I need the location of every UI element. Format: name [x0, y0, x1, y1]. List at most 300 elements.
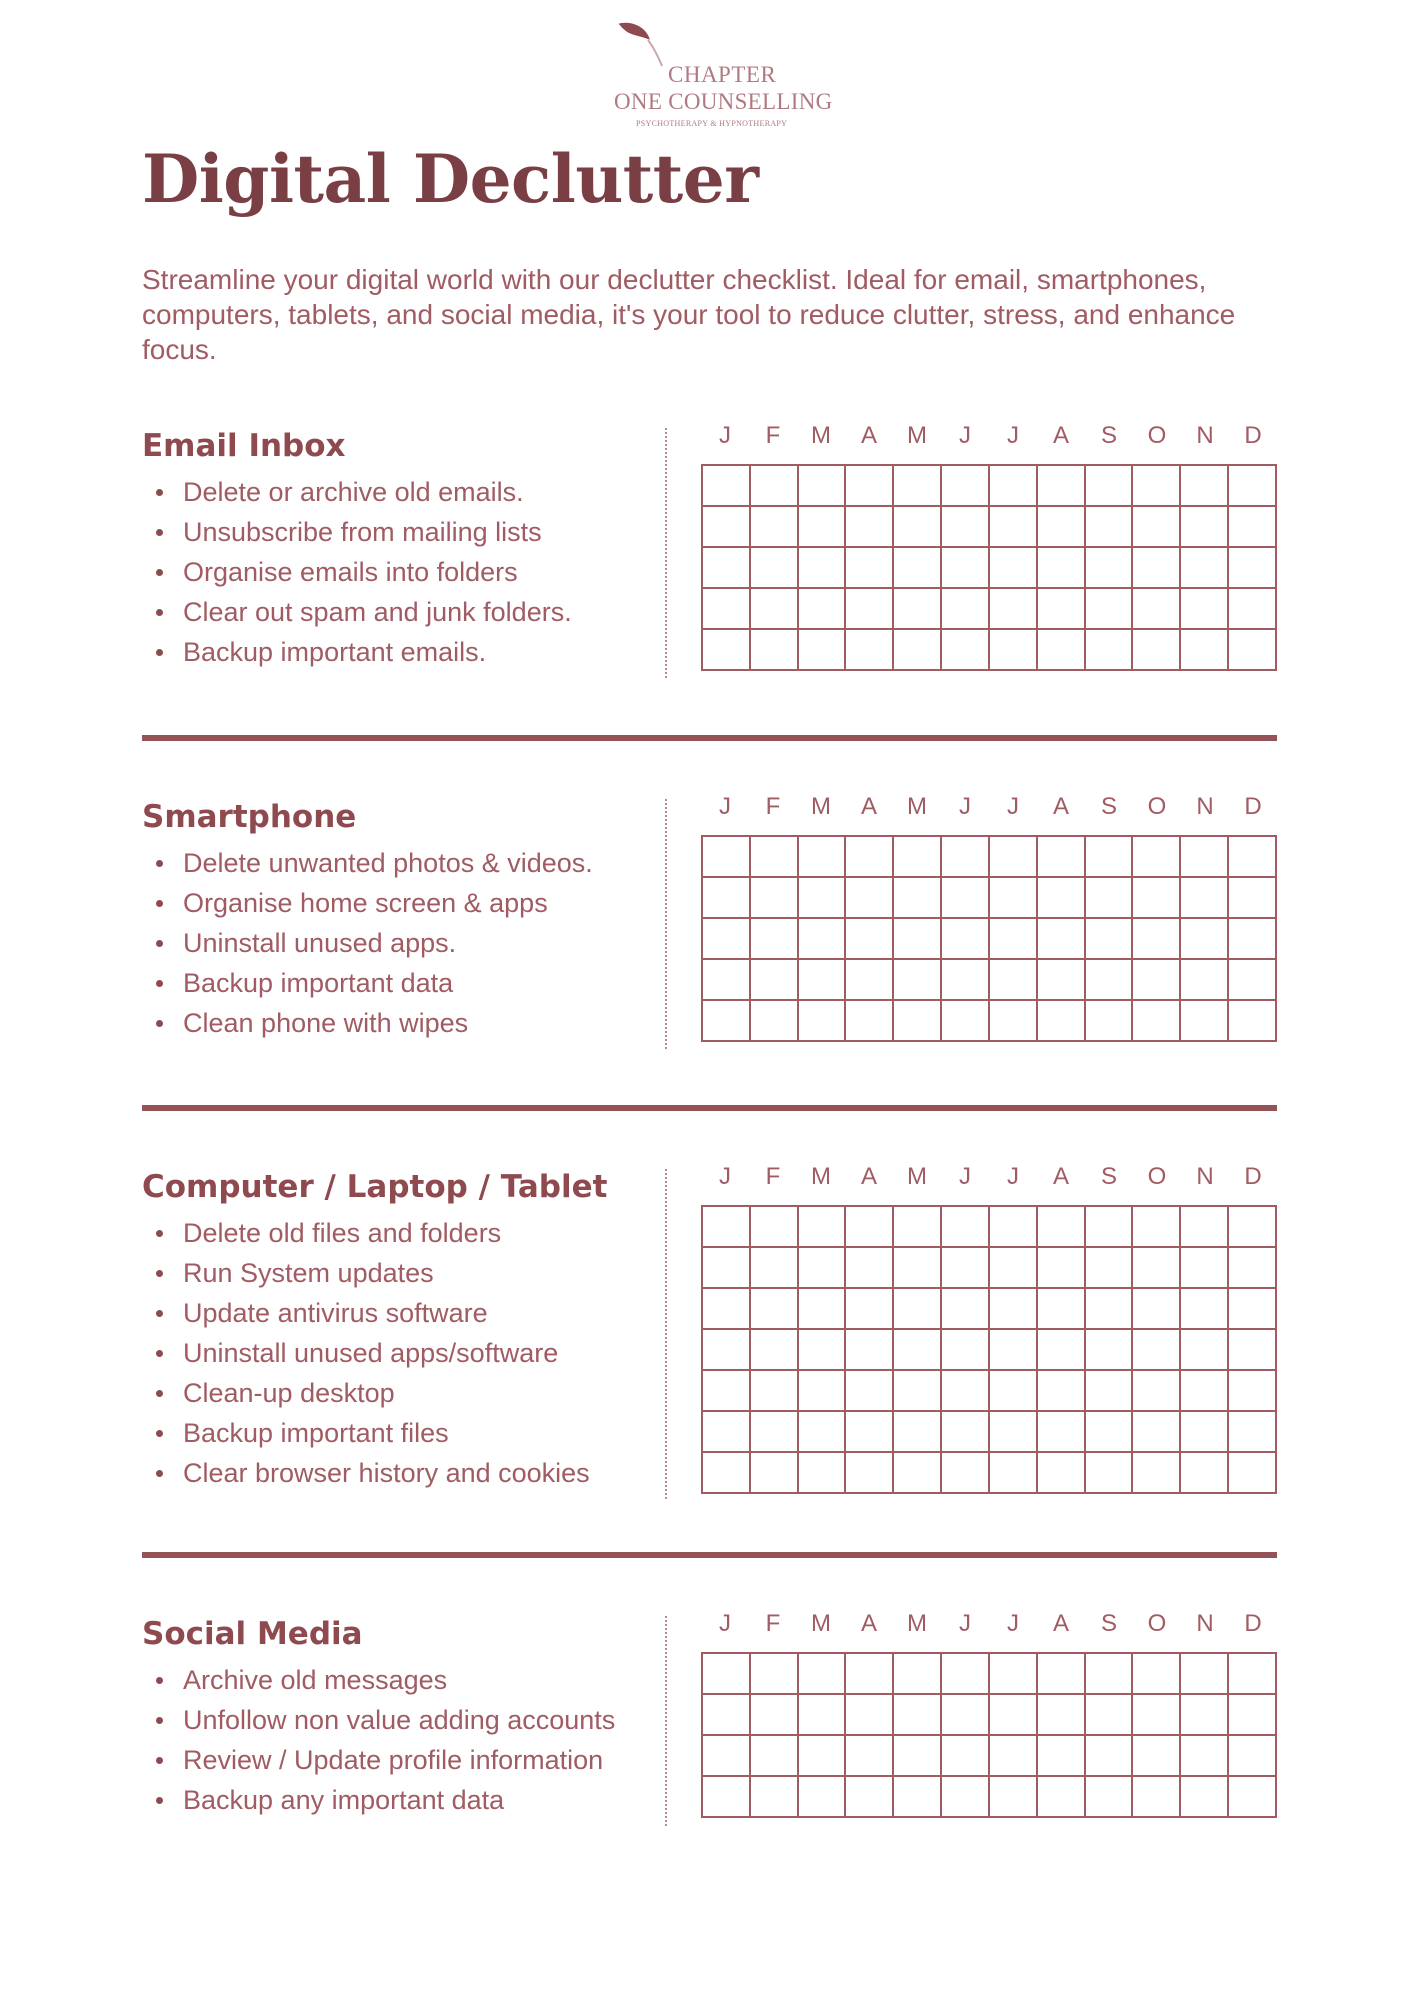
checkbox-cell[interactable] [750, 1288, 798, 1329]
checkbox-cell[interactable] [893, 1411, 941, 1452]
month-label: F [765, 1610, 781, 1637]
checkbox-cell[interactable] [750, 1000, 798, 1041]
grid-row [702, 1694, 1276, 1735]
checkbox-cell[interactable] [1228, 1735, 1276, 1776]
checkbox-cell[interactable] [989, 506, 1037, 547]
checkbox-cell[interactable] [750, 1735, 798, 1776]
checkbox-cell[interactable] [1037, 1411, 1085, 1452]
checkbox-cell[interactable] [1228, 959, 1276, 1000]
grid-row [702, 836, 1276, 877]
checkbox-cell[interactable] [1037, 1370, 1085, 1411]
checkbox-cell[interactable] [1085, 877, 1133, 918]
checkbox-cell[interactable] [1180, 1247, 1228, 1288]
checkbox-cell[interactable] [750, 1206, 798, 1247]
checkbox-cell[interactable] [1228, 1452, 1276, 1493]
checkbox-cell[interactable] [1228, 1000, 1276, 1041]
checkbox-cell[interactable] [989, 1776, 1037, 1817]
checkbox-cell[interactable] [1180, 836, 1228, 877]
month-label: A [860, 1610, 877, 1637]
checkbox-cell[interactable] [893, 1329, 941, 1370]
checkbox-cell[interactable] [750, 588, 798, 629]
checkbox-cell[interactable] [845, 918, 893, 959]
grid-row [702, 877, 1276, 918]
checkbox-cell[interactable] [941, 918, 989, 959]
checkbox-cell[interactable] [750, 877, 798, 918]
checkbox-cell[interactable] [798, 1776, 846, 1817]
checkbox-cell[interactable] [1132, 1247, 1180, 1288]
checkbox-cell[interactable] [1085, 1247, 1133, 1288]
checkbox-cell[interactable] [893, 588, 941, 629]
dotted-divider [665, 1616, 667, 1826]
checkbox-cell[interactable] [1037, 588, 1085, 629]
checkbox-cell[interactable] [1180, 918, 1228, 959]
checkbox-cell[interactable] [1037, 465, 1085, 506]
checkbox-cell[interactable] [1228, 1653, 1276, 1694]
checkbox-cell[interactable] [1228, 506, 1276, 547]
checkbox-cell[interactable] [893, 1247, 941, 1288]
month-label: M [811, 1163, 831, 1190]
checkbox-cell[interactable] [1085, 1329, 1133, 1370]
task-item: Clean phone with wipes [183, 1003, 703, 1043]
month-label: J [719, 1163, 731, 1190]
checkbox-cell[interactable] [1085, 1288, 1133, 1329]
grid-row [702, 1411, 1276, 1452]
checkbox-cell[interactable] [1037, 1653, 1085, 1694]
checkbox-cell[interactable] [702, 1452, 750, 1493]
checkbox-cell[interactable] [941, 547, 989, 588]
checkbox-cell[interactable] [702, 959, 750, 1000]
checkbox-cell[interactable] [1037, 506, 1085, 547]
checkbox-cell[interactable] [1132, 1329, 1180, 1370]
month-label: F [765, 793, 781, 820]
checkbox-cell[interactable] [1085, 1776, 1133, 1817]
checkbox-cell[interactable] [1228, 1247, 1276, 1288]
tracking-grid [701, 835, 1277, 1042]
checkbox-cell[interactable] [750, 1452, 798, 1493]
checkbox-cell[interactable] [941, 506, 989, 547]
checkbox-cell[interactable] [1037, 1288, 1085, 1329]
checkbox-cell[interactable] [1085, 1206, 1133, 1247]
checkbox-cell[interactable] [989, 1411, 1037, 1452]
month-label: J [959, 422, 971, 449]
checkbox-cell[interactable] [1180, 1735, 1228, 1776]
checkbox-cell[interactable] [941, 877, 989, 918]
checkbox-cell[interactable] [750, 1329, 798, 1370]
checkbox-cell[interactable] [702, 1653, 750, 1694]
month-label: F [765, 422, 781, 449]
checkbox-cell[interactable] [1228, 1776, 1276, 1817]
checkbox-cell[interactable] [1180, 1411, 1228, 1452]
task-item: Update antivirus software [183, 1293, 703, 1333]
checkbox-cell[interactable] [1228, 836, 1276, 877]
checkbox-cell[interactable] [1037, 1329, 1085, 1370]
checkbox-cell[interactable] [702, 1000, 750, 1041]
checkbox-cell[interactable] [941, 1370, 989, 1411]
checkbox-cell[interactable] [893, 1206, 941, 1247]
checkbox-cell[interactable] [1037, 836, 1085, 877]
checkbox-cell[interactable] [1085, 506, 1133, 547]
section-heading: Smartphone [142, 799, 357, 835]
checkbox-cell[interactable] [941, 1776, 989, 1817]
checkbox-cell[interactable] [893, 465, 941, 506]
month-label: A [1052, 1610, 1069, 1637]
checkbox-cell[interactable] [845, 959, 893, 1000]
checkbox-cell[interactable] [845, 547, 893, 588]
checkbox-cell[interactable] [1180, 465, 1228, 506]
checkbox-cell[interactable] [1228, 877, 1276, 918]
checkbox-cell[interactable] [750, 1694, 798, 1735]
checkbox-cell[interactable] [702, 836, 750, 877]
checkbox-cell[interactable] [1180, 547, 1228, 588]
checkbox-cell[interactable] [1180, 629, 1228, 670]
checkbox-cell[interactable] [941, 1247, 989, 1288]
checkbox-cell[interactable] [798, 1653, 846, 1694]
checkbox-cell[interactable] [1037, 959, 1085, 1000]
checkbox-cell[interactable] [845, 1000, 893, 1041]
checkbox-cell[interactable] [989, 959, 1037, 1000]
checkbox-cell[interactable] [989, 1000, 1037, 1041]
grid-row [702, 547, 1276, 588]
checkbox-cell[interactable] [893, 877, 941, 918]
grid-row [702, 629, 1276, 670]
checkbox-cell[interactable] [798, 1452, 846, 1493]
checkbox-cell[interactable] [798, 1370, 846, 1411]
checkbox-cell[interactable] [893, 918, 941, 959]
checkbox-cell[interactable] [941, 1329, 989, 1370]
checkbox-cell[interactable] [1132, 1411, 1180, 1452]
checkbox-cell[interactable] [941, 1411, 989, 1452]
checkbox-cell[interactable] [845, 1288, 893, 1329]
checkbox-cell[interactable] [750, 918, 798, 959]
checkbox-cell[interactable] [702, 918, 750, 959]
checkbox-cell[interactable] [941, 1000, 989, 1041]
task-item: Backup important data [183, 963, 703, 1003]
checkbox-cell[interactable] [798, 1288, 846, 1329]
checkbox-cell[interactable] [798, 588, 846, 629]
checkbox-cell[interactable] [1180, 588, 1228, 629]
checkbox-cell[interactable] [1085, 1735, 1133, 1776]
month-label: O [1147, 422, 1167, 449]
section-separator [142, 735, 1277, 741]
checkbox-cell[interactable] [1085, 959, 1133, 1000]
checkbox-cell[interactable] [1037, 877, 1085, 918]
checkbox-cell[interactable] [1085, 547, 1133, 588]
checkbox-cell[interactable] [1132, 629, 1180, 670]
checkbox-cell[interactable] [941, 465, 989, 506]
checkbox-cell[interactable] [798, 1247, 846, 1288]
checkbox-cell[interactable] [1180, 1776, 1228, 1817]
checkbox-cell[interactable] [845, 877, 893, 918]
month-label: A [1052, 422, 1069, 449]
checkbox-cell[interactable] [941, 1452, 989, 1493]
checkbox-cell[interactable] [1085, 465, 1133, 506]
checkbox-cell[interactable] [798, 959, 846, 1000]
checkbox-cell[interactable] [702, 1329, 750, 1370]
checkbox-cell[interactable] [893, 1735, 941, 1776]
checkbox-cell[interactable] [1085, 1653, 1133, 1694]
checkbox-cell[interactable] [893, 1370, 941, 1411]
checkbox-cell[interactable] [798, 1735, 846, 1776]
checkbox-cell[interactable] [798, 465, 846, 506]
month-label: O [1147, 1163, 1167, 1190]
checkbox-cell[interactable] [1228, 1288, 1276, 1329]
grid-row [702, 1288, 1276, 1329]
checkbox-cell[interactable] [1037, 1452, 1085, 1493]
checkbox-cell[interactable] [941, 1653, 989, 1694]
checkbox-cell[interactable] [1037, 1000, 1085, 1041]
checkbox-cell[interactable] [798, 836, 846, 877]
checkbox-cell[interactable] [989, 918, 1037, 959]
checkbox-cell[interactable] [750, 959, 798, 1000]
checkbox-cell[interactable] [989, 1653, 1037, 1694]
checkbox-cell[interactable] [989, 1247, 1037, 1288]
checkbox-cell[interactable] [1132, 1653, 1180, 1694]
checkbox-cell[interactable] [702, 1694, 750, 1735]
checkbox-cell[interactable] [845, 1653, 893, 1694]
checkbox-cell[interactable] [798, 506, 846, 547]
tracking-grid [701, 464, 1277, 671]
checkbox-cell[interactable] [798, 1000, 846, 1041]
checkbox-cell[interactable] [1180, 1694, 1228, 1735]
checkbox-cell[interactable] [1132, 959, 1180, 1000]
checkbox-cell[interactable] [845, 1206, 893, 1247]
checkbox-cell[interactable] [1085, 588, 1133, 629]
checkbox-cell[interactable] [989, 1288, 1037, 1329]
checkbox-cell[interactable] [1180, 1370, 1228, 1411]
checkbox-cell[interactable] [845, 506, 893, 547]
checkbox-cell[interactable] [1180, 1206, 1228, 1247]
month-label: J [959, 793, 971, 820]
checkbox-cell[interactable] [1132, 1000, 1180, 1041]
checkbox-cell[interactable] [893, 1776, 941, 1817]
checkbox-cell[interactable] [1132, 1694, 1180, 1735]
checkbox-cell[interactable] [750, 506, 798, 547]
checkbox-cell[interactable] [702, 465, 750, 506]
checkbox-cell[interactable] [702, 877, 750, 918]
section-2 [142, 1163, 1277, 1509]
checkbox-cell[interactable] [1132, 836, 1180, 877]
checkbox-cell[interactable] [1180, 877, 1228, 918]
task-item: Unsubscribe from mailing lists [183, 512, 703, 552]
checkbox-cell[interactable] [941, 1735, 989, 1776]
section-separator [142, 1105, 1277, 1111]
checkbox-cell[interactable] [989, 1206, 1037, 1247]
checkbox-cell[interactable] [893, 836, 941, 877]
checkbox-cell[interactable] [798, 1411, 846, 1452]
checkbox-cell[interactable] [750, 1411, 798, 1452]
grid-row [702, 1735, 1276, 1776]
checkbox-cell[interactable] [1228, 629, 1276, 670]
checkbox-cell[interactable] [1132, 918, 1180, 959]
checkbox-cell[interactable] [750, 629, 798, 670]
checkbox-cell[interactable] [750, 1653, 798, 1694]
checkbox-cell[interactable] [1228, 1411, 1276, 1452]
checkbox-cell[interactable] [702, 1206, 750, 1247]
checkbox-cell[interactable] [1180, 1452, 1228, 1493]
checkbox-cell[interactable] [1085, 1370, 1133, 1411]
checkbox-cell[interactable] [989, 877, 1037, 918]
checkbox-cell[interactable] [989, 588, 1037, 629]
grid-row [702, 959, 1276, 1000]
checkbox-cell[interactable] [798, 1206, 846, 1247]
checkbox-cell[interactable] [893, 1694, 941, 1735]
checkbox-cell[interactable] [750, 836, 798, 877]
month-label: O [1147, 1610, 1167, 1637]
checkbox-cell[interactable] [1228, 1206, 1276, 1247]
checkbox-cell[interactable] [1228, 918, 1276, 959]
checkbox-cell[interactable] [893, 1288, 941, 1329]
checkbox-cell[interactable] [941, 1206, 989, 1247]
checkbox-cell[interactable] [1132, 1206, 1180, 1247]
checkbox-cell[interactable] [702, 629, 750, 670]
checkbox-cell[interactable] [1132, 465, 1180, 506]
checkbox-cell[interactable] [1132, 547, 1180, 588]
checkbox-cell[interactable] [750, 1370, 798, 1411]
checkbox-cell[interactable] [1037, 1247, 1085, 1288]
section-1 [142, 793, 1277, 1059]
checkbox-cell[interactable] [1085, 629, 1133, 670]
checkbox-cell[interactable] [1037, 1776, 1085, 1817]
checkbox-cell[interactable] [1132, 588, 1180, 629]
checkbox-cell[interactable] [989, 1735, 1037, 1776]
checkbox-cell[interactable] [702, 506, 750, 547]
month-label: N [1196, 1610, 1214, 1637]
checkbox-cell[interactable] [989, 1370, 1037, 1411]
task-item: Clear browser history and cookies [183, 1453, 703, 1493]
checkbox-cell[interactable] [989, 547, 1037, 588]
checkbox-cell[interactable] [798, 1694, 846, 1735]
checkbox-cell[interactable] [989, 629, 1037, 670]
checkbox-cell[interactable] [750, 547, 798, 588]
checkbox-cell[interactable] [750, 465, 798, 506]
checkbox-cell[interactable] [845, 1329, 893, 1370]
checkbox-cell[interactable] [1132, 1370, 1180, 1411]
month-label: D [1244, 1163, 1262, 1190]
checkbox-cell[interactable] [941, 1694, 989, 1735]
checkbox-cell[interactable] [941, 836, 989, 877]
checkbox-cell[interactable] [1180, 1000, 1228, 1041]
checkbox-cell[interactable] [1037, 1694, 1085, 1735]
checkbox-cell[interactable] [702, 1776, 750, 1817]
checkbox-cell[interactable] [1228, 547, 1276, 588]
checkbox-cell[interactable] [702, 588, 750, 629]
task-list [142, 1660, 703, 1820]
checkbox-cell[interactable] [702, 1370, 750, 1411]
checkbox-cell[interactable] [1037, 629, 1085, 670]
checkbox-cell[interactable] [989, 465, 1037, 506]
brand-name-line1: CHAPTER [668, 62, 777, 87]
checkbox-cell[interactable] [1132, 1288, 1180, 1329]
checkbox-cell[interactable] [845, 836, 893, 877]
checkbox-cell[interactable] [798, 918, 846, 959]
month-label: F [765, 1163, 781, 1190]
checkbox-cell[interactable] [845, 1370, 893, 1411]
month-label: A [1052, 793, 1069, 820]
checkbox-cell[interactable] [750, 1247, 798, 1288]
checkbox-cell[interactable] [845, 629, 893, 670]
checkbox-cell[interactable] [750, 1776, 798, 1817]
checkbox-cell[interactable] [1228, 1329, 1276, 1370]
checkbox-cell[interactable] [798, 629, 846, 670]
checkbox-cell[interactable] [1132, 1776, 1180, 1817]
checkbox-cell[interactable] [1037, 1206, 1085, 1247]
checkbox-cell[interactable] [1132, 877, 1180, 918]
checkbox-cell[interactable] [989, 836, 1037, 877]
checkbox-cell[interactable] [1085, 836, 1133, 877]
checkbox-cell[interactable] [1180, 506, 1228, 547]
checkbox-cell[interactable] [893, 1452, 941, 1493]
checkbox-cell[interactable] [1180, 1288, 1228, 1329]
dotted-divider [665, 799, 667, 1049]
checkbox-cell[interactable] [1085, 1452, 1133, 1493]
section-heading: Email Inbox [142, 428, 346, 464]
checkbox-cell[interactable] [1037, 547, 1085, 588]
checkbox-cell[interactable] [798, 547, 846, 588]
section-separator [142, 1552, 1277, 1558]
checkbox-cell[interactable] [941, 1288, 989, 1329]
month-label: M [907, 1163, 927, 1190]
checkbox-cell[interactable] [941, 588, 989, 629]
checkbox-cell[interactable] [845, 1452, 893, 1493]
checkbox-cell[interactable] [941, 959, 989, 1000]
grid-row [702, 1000, 1276, 1041]
checkbox-cell[interactable] [1085, 1694, 1133, 1735]
checkbox-cell[interactable] [702, 1411, 750, 1452]
checkbox-cell[interactable] [845, 1411, 893, 1452]
checkbox-cell[interactable] [1085, 1411, 1133, 1452]
checkbox-cell[interactable] [1180, 1329, 1228, 1370]
checkbox-cell[interactable] [702, 547, 750, 588]
checkbox-cell[interactable] [845, 1776, 893, 1817]
checkbox-cell[interactable] [893, 1653, 941, 1694]
checkbox-cell[interactable] [989, 1329, 1037, 1370]
checkbox-cell[interactable] [1180, 959, 1228, 1000]
checkbox-cell[interactable] [1085, 918, 1133, 959]
checkbox-cell[interactable] [989, 1452, 1037, 1493]
month-label: O [1147, 793, 1167, 820]
checkbox-cell[interactable] [1228, 1370, 1276, 1411]
checkbox-cell[interactable] [845, 465, 893, 506]
checkbox-cell[interactable] [893, 1000, 941, 1041]
checkbox-cell[interactable] [702, 1735, 750, 1776]
checkbox-cell[interactable] [1228, 465, 1276, 506]
checkbox-cell[interactable] [1228, 1694, 1276, 1735]
checkbox-cell[interactable] [1085, 1000, 1133, 1041]
checkbox-cell[interactable] [845, 1247, 893, 1288]
checkbox-cell[interactable] [702, 1247, 750, 1288]
checkbox-cell[interactable] [845, 1735, 893, 1776]
checkbox-cell[interactable] [1132, 506, 1180, 547]
checkbox-cell[interactable] [1037, 1735, 1085, 1776]
checkbox-cell[interactable] [1180, 1653, 1228, 1694]
month-label: A [1052, 1163, 1069, 1190]
checkbox-cell[interactable] [1132, 1452, 1180, 1493]
checkbox-cell[interactable] [893, 959, 941, 1000]
checkbox-cell[interactable] [893, 506, 941, 547]
checkbox-cell[interactable] [1132, 1735, 1180, 1776]
checkbox-cell[interactable] [702, 1288, 750, 1329]
checkbox-cell[interactable] [941, 629, 989, 670]
checkbox-cell[interactable] [845, 1694, 893, 1735]
checkbox-cell[interactable] [798, 1329, 846, 1370]
checkbox-cell[interactable] [893, 629, 941, 670]
checkbox-cell[interactable] [1037, 918, 1085, 959]
checkbox-cell[interactable] [845, 588, 893, 629]
checkbox-cell[interactable] [893, 547, 941, 588]
checkbox-cell[interactable] [798, 877, 846, 918]
checkbox-cell[interactable] [989, 1694, 1037, 1735]
checkbox-cell[interactable] [1228, 588, 1276, 629]
